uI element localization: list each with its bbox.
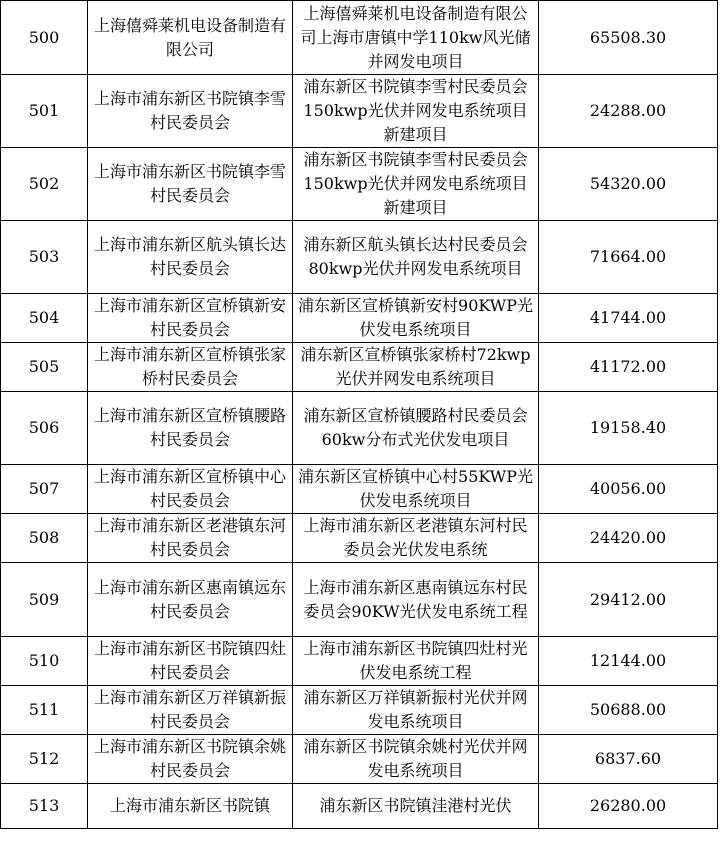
amount: 65508.30	[539, 1, 718, 75]
amount: 50688.00	[539, 686, 718, 735]
project-name: 浦东新区万祥镇新振村光伏并网发电系统项目	[293, 686, 539, 735]
table-row	[1, 148, 718, 221]
table-row	[1, 343, 718, 392]
unit-name: 上海市浦东新区宣桥镇腰路村民委员会	[88, 392, 293, 465]
row-number: 505	[1, 343, 88, 392]
unit-name: 上海市浦东新区老港镇东河村民委员会	[88, 514, 293, 563]
table-row	[1, 563, 718, 637]
table-row	[1, 1, 718, 75]
project-name: 浦东新区宣桥镇张家桥村72kwp光伏并网发电系统项目	[293, 343, 539, 392]
amount: 54320.00	[539, 148, 718, 221]
unit-name: 上海市浦东新区航头镇长达村民委员会	[88, 221, 293, 294]
table-row	[1, 465, 718, 514]
project-name: 浦东新区航头镇长达村民委员会80kwp光伏并网发电系统项目	[293, 221, 539, 294]
unit-name: 上海市浦东新区书院镇李雪村民委员会	[88, 75, 293, 148]
unit-name: 上海市浦东新区宣桥镇张家桥村民委员会	[88, 343, 293, 392]
row-number: 513	[1, 784, 88, 829]
amount: 19158.40	[539, 392, 718, 465]
row-number: 500	[1, 1, 88, 75]
amount: 29412.00	[539, 563, 718, 637]
unit-name: 上海市浦东新区宣桥镇中心村民委员会	[88, 465, 293, 514]
table-row	[1, 686, 718, 735]
row-number: 510	[1, 637, 88, 686]
project-name: 浦东新区书院镇洼港村光伏	[293, 784, 539, 829]
row-number: 507	[1, 465, 88, 514]
unit-name: 上海市浦东新区书院镇余姚村民委员会	[88, 735, 293, 784]
table-row	[1, 784, 718, 829]
unit-name: 上海市浦东新区书院镇四灶村民委员会	[88, 637, 293, 686]
project-name: 浦东新区宣桥镇腰路村民委员会60kw分布式光伏发电项目	[293, 392, 539, 465]
row-number: 512	[1, 735, 88, 784]
row-number: 501	[1, 75, 88, 148]
table-row	[1, 735, 718, 784]
unit-name: 上海市浦东新区宣桥镇新安村民委员会	[88, 294, 293, 343]
unit-name: 上海市浦东新区书院镇	[88, 784, 293, 829]
row-number: 508	[1, 514, 88, 563]
project-name: 浦东新区书院镇余姚村光伏并网发电系统项目	[293, 735, 539, 784]
table-body	[1, 1, 718, 829]
amount: 26280.00	[539, 784, 718, 829]
project-name: 上海僖舜莱机电设备制造有限公司上海市唐镇中学110kw风光储并网发电项目	[293, 1, 539, 75]
table-row	[1, 294, 718, 343]
amount: 71664.00	[539, 221, 718, 294]
table-row	[1, 637, 718, 686]
project-name: 浦东新区宣桥镇中心村55KWP光伏发电系统项目	[293, 465, 539, 514]
row-number: 502	[1, 148, 88, 221]
row-number: 509	[1, 563, 88, 637]
project-name: 浦东新区书院镇李雪村民委员会150kwp光伏并网发电系统项目新建项目	[293, 148, 539, 221]
table-row	[1, 392, 718, 465]
row-number: 511	[1, 686, 88, 735]
row-number: 503	[1, 221, 88, 294]
amount: 6837.60	[539, 735, 718, 784]
row-number: 504	[1, 294, 88, 343]
table-row	[1, 221, 718, 294]
unit-name: 上海市浦东新区万祥镇新振村民委员会	[88, 686, 293, 735]
project-name: 上海市浦东新区书院镇四灶村光伏发电系统工程	[293, 637, 539, 686]
amount: 41172.00	[539, 343, 718, 392]
amount: 24420.00	[539, 514, 718, 563]
table-row	[1, 514, 718, 563]
amount: 40056.00	[539, 465, 718, 514]
unit-name: 上海市浦东新区惠南镇远东村民委员会	[88, 563, 293, 637]
project-name: 浦东新区书院镇李雪村民委员会150kwp光伏并网发电系统项目新建项目	[293, 75, 539, 148]
unit-name: 上海市浦东新区书院镇李雪村民委员会	[88, 148, 293, 221]
project-name: 上海市浦东新区老港镇东河村民委员会光伏发电系统	[293, 514, 539, 563]
amount: 12144.00	[539, 637, 718, 686]
project-name: 浦东新区宣桥镇新安村90KWP光伏发电系统项目	[293, 294, 539, 343]
unit-name: 上海僖舜莱机电设备制造有限公司	[88, 1, 293, 75]
row-number: 506	[1, 392, 88, 465]
table-row	[1, 75, 718, 148]
project-name: 上海市浦东新区惠南镇远东村民委员会90KW光伏发电系统工程	[293, 563, 539, 637]
amount: 41744.00	[539, 294, 718, 343]
amount: 24288.00	[539, 75, 718, 148]
